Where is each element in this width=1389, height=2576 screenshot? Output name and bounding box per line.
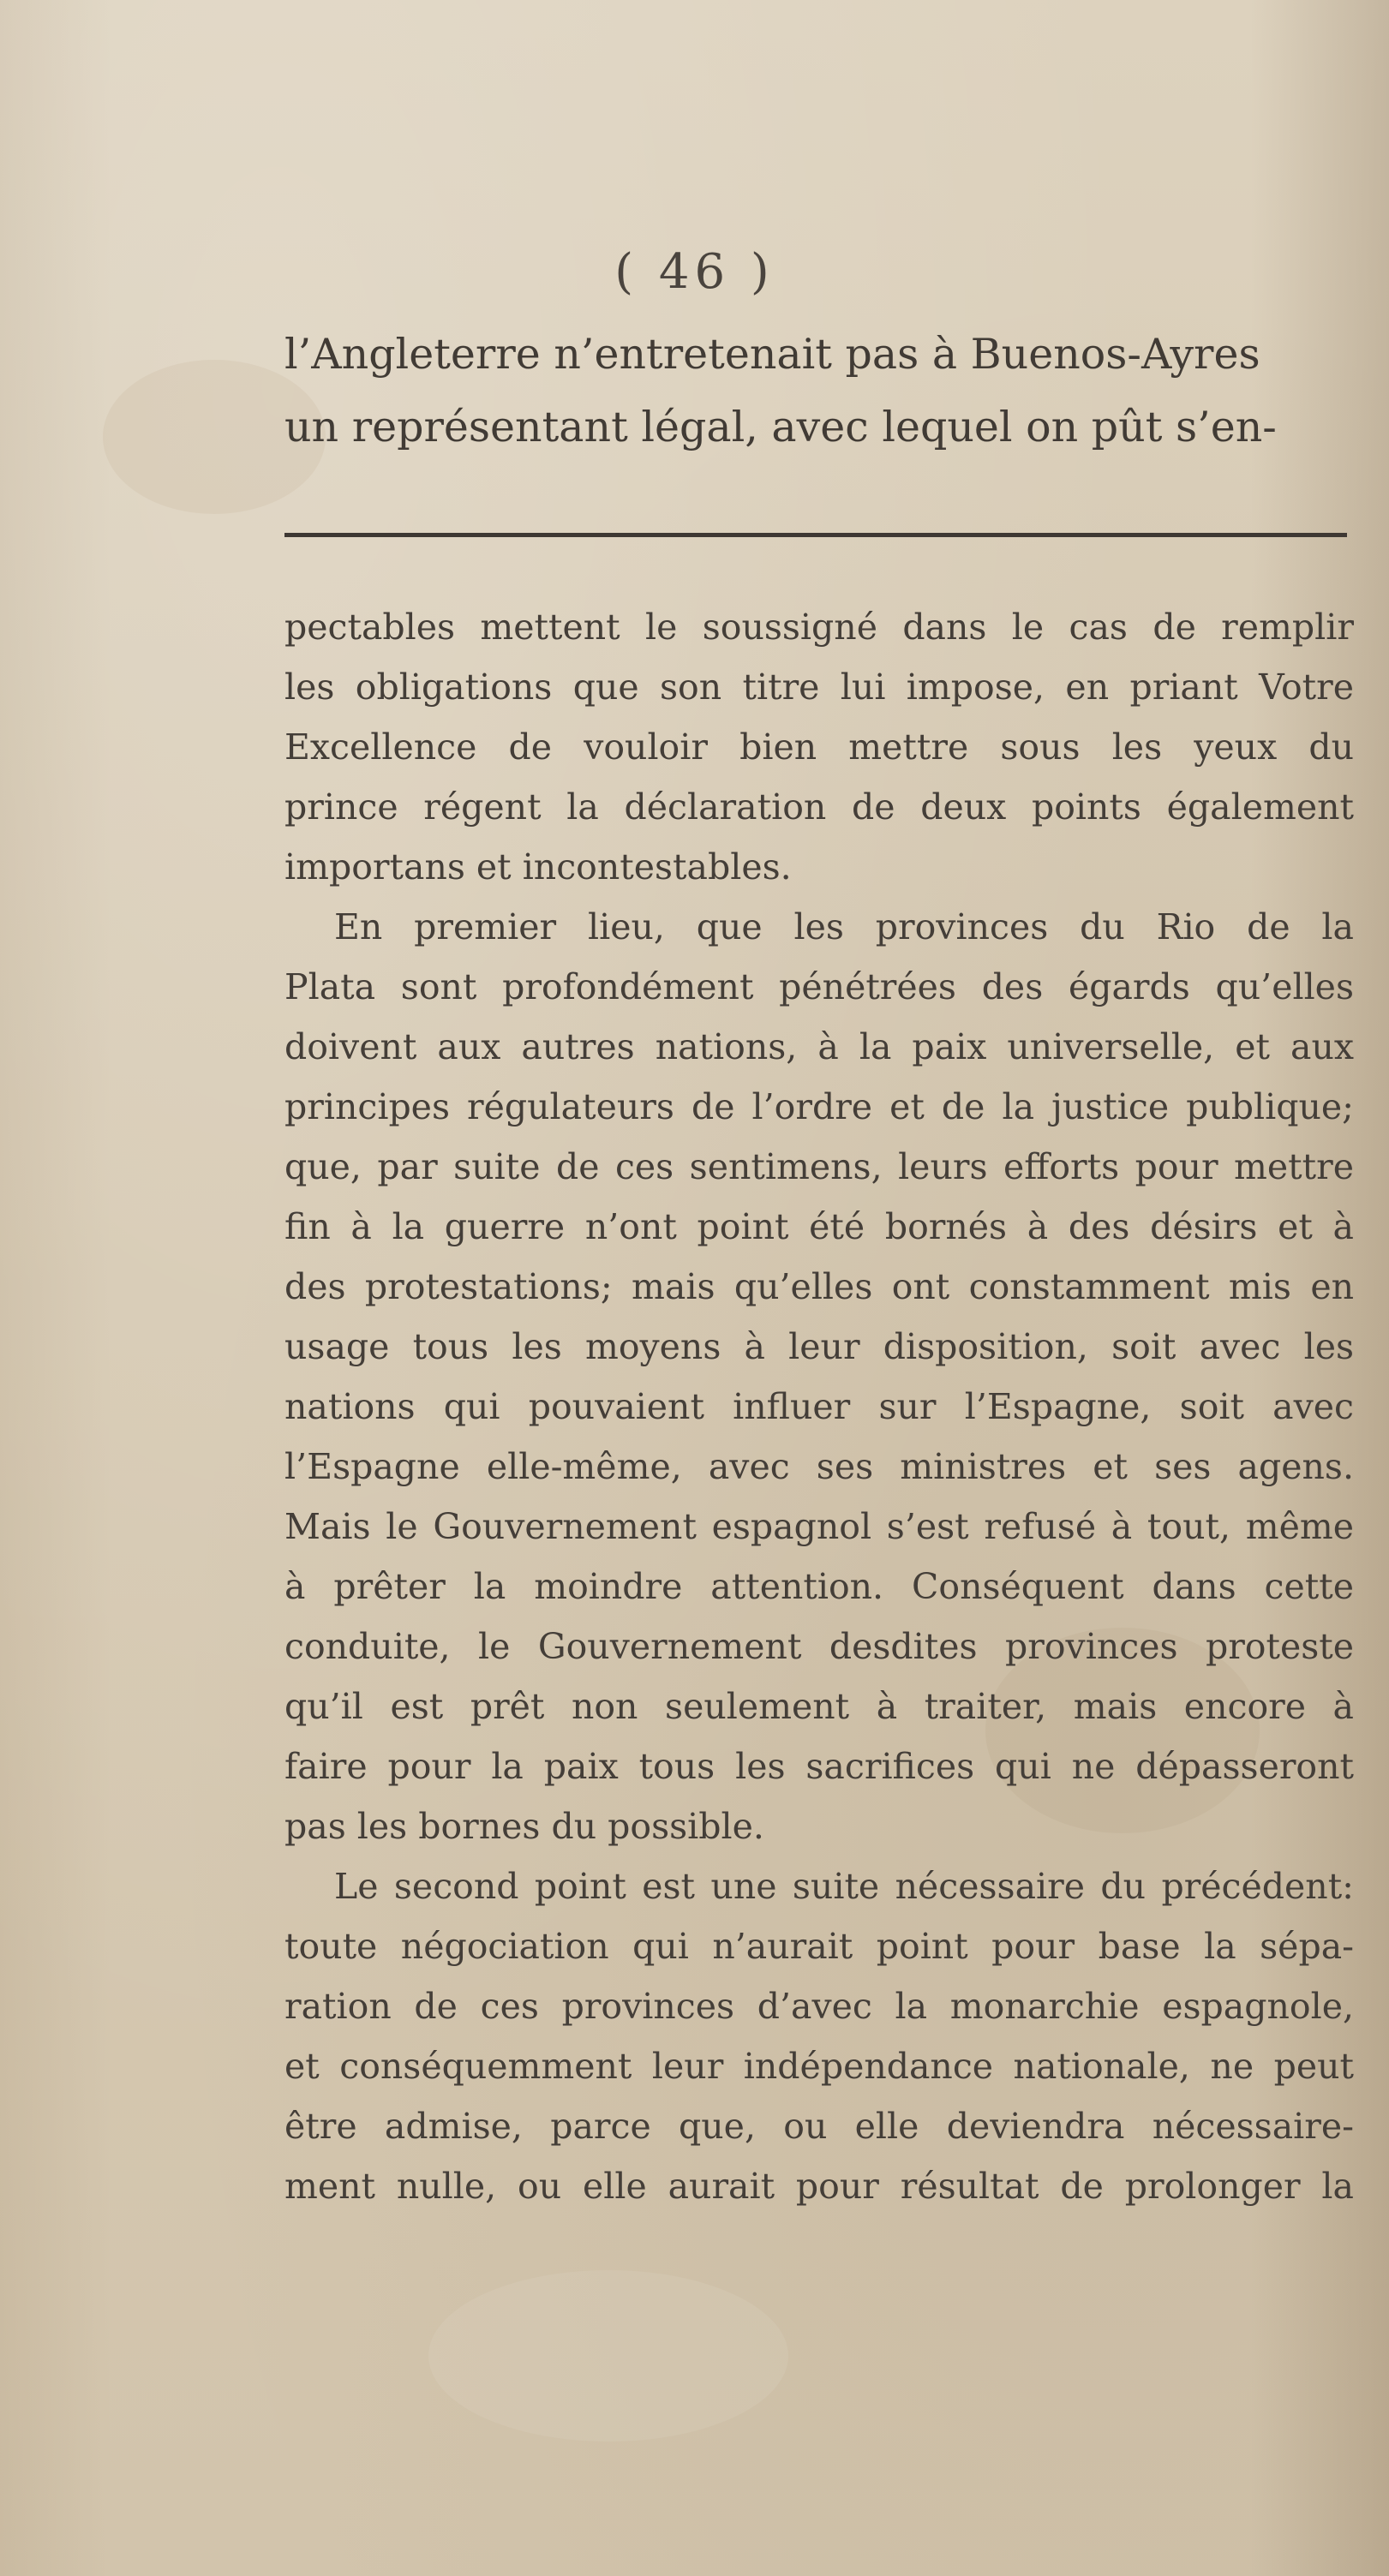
text-line: ment nulle, ou elle aurait pour résultat de prolonger la	[284, 2166, 1354, 2207]
text-line: Le second point est une suite nécessaire du précédent:	[334, 1866, 1354, 1907]
paper-stain	[428, 2270, 788, 2442]
text-line: qu’il est prêt non seulement à traiter, mais encore à	[284, 1686, 1354, 1727]
text-line: et conséquemment leur indépendance nationale, ne peut	[284, 2046, 1354, 2087]
text-line: fin à la guerre n’ont point été bornés à des désirs et à	[284, 1206, 1354, 1247]
text-line: doivent aux autres nations, à la paix universelle, et aux	[284, 1026, 1354, 1067]
page-number: ( 46 )	[614, 244, 775, 300]
text-line: faire pour la paix tous les sacrifices qui ne dépasseront	[284, 1746, 1354, 1787]
text-line: En premier lieu, que les provinces du Rio de la	[334, 906, 1354, 947]
text-line: conduite, le Gouvernement desdites provinces proteste	[284, 1626, 1354, 1667]
continued-text-line-2: un représentant légal, avec lequel on pût s’en-	[284, 403, 1277, 451]
text-line: des protestations; mais qu’elles ont constamment mis en	[284, 1266, 1354, 1307]
text-line: que, par suite de ces sentimens, leurs efforts pour mettre	[284, 1146, 1354, 1187]
text-line: principes régulateurs de l’ordre et de la justice publique;	[284, 1086, 1354, 1127]
text-line: prince régent la déclaration de deux points également	[284, 786, 1354, 828]
text-line: toute négociation qui n’aurait point pour base la sépa-	[284, 1926, 1354, 1967]
text-line: Plata sont profondément pénétrées des égards qu’elles	[284, 966, 1354, 1007]
text-line: Excellence de vouloir bien mettre sous les yeux du	[284, 726, 1354, 768]
text-line: pas les bornes du possible.	[284, 1806, 764, 1847]
text-line: pectables mettent le soussigné dans le cas de remplir	[284, 607, 1354, 648]
text-line: les obligations que son titre lui impose, en priant Votre	[284, 666, 1354, 708]
text-line: ration de ces provinces d’avec la monarchie espagnole,	[284, 1986, 1354, 2027]
text-line: l’Espagne elle-même, avec ses ministres et ses agens.	[284, 1446, 1354, 1487]
text-line: nations qui pouvaient influer sur l’Espagne, soit avec	[284, 1386, 1354, 1427]
text-line: être admise, parce que, ou elle deviendra nécessaire-	[284, 2106, 1354, 2147]
text-line: importans et incontestables.	[284, 846, 792, 888]
text-line: usage tous les moyens à leur disposition, soit avec les	[284, 1326, 1354, 1367]
continued-text-line-1: l’Angleterre n’entretenait pas à Buenos-Ayres	[284, 330, 1260, 379]
text-line: Mais le Gouvernement espagnol s’est refusé à tout, même	[284, 1506, 1354, 1547]
horizontal-divider	[284, 533, 1347, 537]
text-line: à prêter la moindre attention. Conséquent dans cette	[284, 1566, 1354, 1607]
